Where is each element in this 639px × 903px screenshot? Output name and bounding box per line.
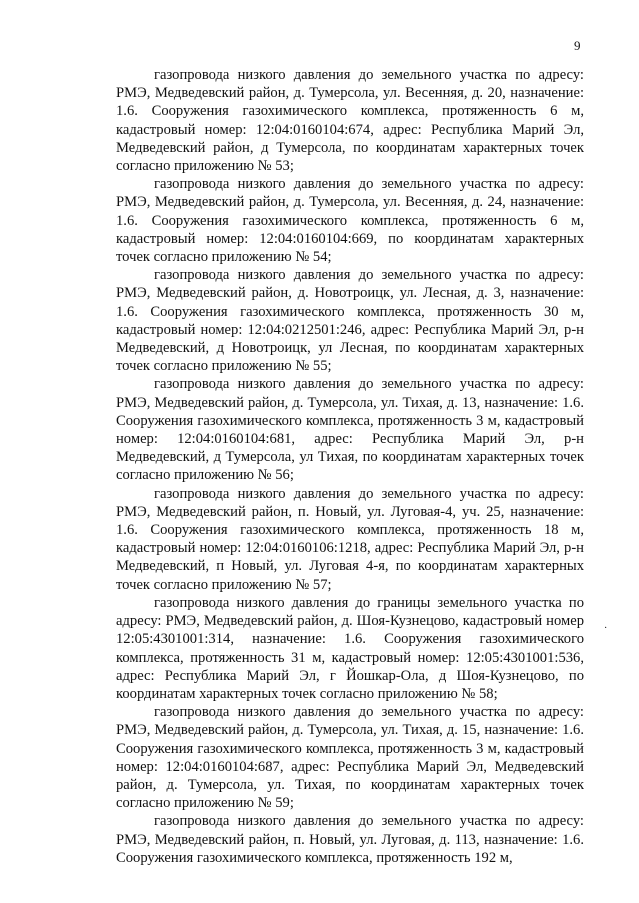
- paragraph-3: газопровода низкого давления до земельного участка по адресу: РМЭ, Медведевский район, д. Новотроицк, ул. Лесная, д. 3, назначение: 1.6. Сооружения газохимического комплекса, протяженность 30 м, кадастровый номер: 12:04:0212501:246, адрес: Республика Марий Эл, р-н Медведевский, д Новотроицк, ул Лесная, по координатам характерных точек согласно приложению № 55;: [116, 267, 584, 375]
- paragraph-2: газопровода низкого давления до земельного участка по адресу: РМЭ, Медведевский район, д. Тумерсола, ул. Весенняя, д. 24, назначение: 1.6. Сооружения газохимического комплекса, протяженность 6 м, кадастровый номер: 12:04:0160104:669, по координатам характерных точек согласно приложению № 54;: [116, 176, 584, 266]
- paragraph-4: газопровода низкого давления до земельного участка по адресу: РМЭ, Медведевский район, д. Тумерсола, ул. Тихая, д. 13, назначение: 1.6. Сооружения газохимического комплекса, протяженность 3 м, кадастровый номер: 12:04:0160104:681, адрес: Республика Марий Эл, р-н Медведевский, д Тумерсола, ул Тихая, по координатам характерных точек согласно приложению № 56;: [116, 376, 584, 484]
- stray-mark: ·: [604, 623, 608, 634]
- paragraph-7: газопровода низкого давления до земельного участка по адресу: РМЭ, Медведевский район, д. Тумерсола, ул. Тихая, д. 15, назначение: 1.6. Сооружения газохимического комплекса, протяженность 3 м, кадастровый номер: 12:04:0160104:687, адрес: Республика Марий Эл, Медведевский район, д. Тумерсола, ул. Тихая, по координатам характерных точек согласно приложению № 59;: [116, 704, 584, 812]
- page-number: 9: [574, 38, 581, 53]
- paragraph-5: газопровода низкого давления до земельного участка по адресу: РМЭ, Медведевский район, п. Новый, ул. Луговая-4, уч. 25, назначение: 1.6. Сооружения газохимического комплекса, протяженность 18 м, кадастровый номер: 12:04:0160106:1218, адрес: Республика Марий Эл, р-н Медведевский, п Новый, ул. Луговая 4-я, по координатам характерных точек согласно приложению № 57;: [116, 485, 584, 593]
- paragraph-6: газопровода низкого давления до границы земельного участка по адресу: РМЭ, Медведевский район, д. Шоя-Кузнецово, кадастровый номер 12:05:4301001:314, назначение: 1.6. Сооружения газохимического комплекса, протяженность 31 м, кадастровый номер: 12:05:4301001:536, адрес: Республика Марий Эл, г Йошкар-Ола, д Шоя-Кузнецово, по координатам характерных точек согласно приложению № 58;: [116, 594, 584, 702]
- paragraph-1: газопровода низкого давления до земельного участка по адресу: РМЭ, Медведевский район, д. Тумерсола, ул. Весенняя, д. 20, назначение: 1.6. Сооружения газохимического комплекса, протяженность 6 м, кадастровый номер: 12:04:0160104:674, адрес: Республика Марий Эл, Медведевский район, д Тумерсола, по координатам характерных точек согласно приложению № 53;: [116, 67, 584, 175]
- paragraph-8: газопровода низкого давления до земельного участка по адресу: РМЭ, Медведевский район, п. Новый, ул. Луговая, д. 113, назначение: 1.6. Сооружения газохимического комплекса, протяженность 192 м,: [116, 813, 584, 866]
- document-body: [116, 66, 584, 867]
